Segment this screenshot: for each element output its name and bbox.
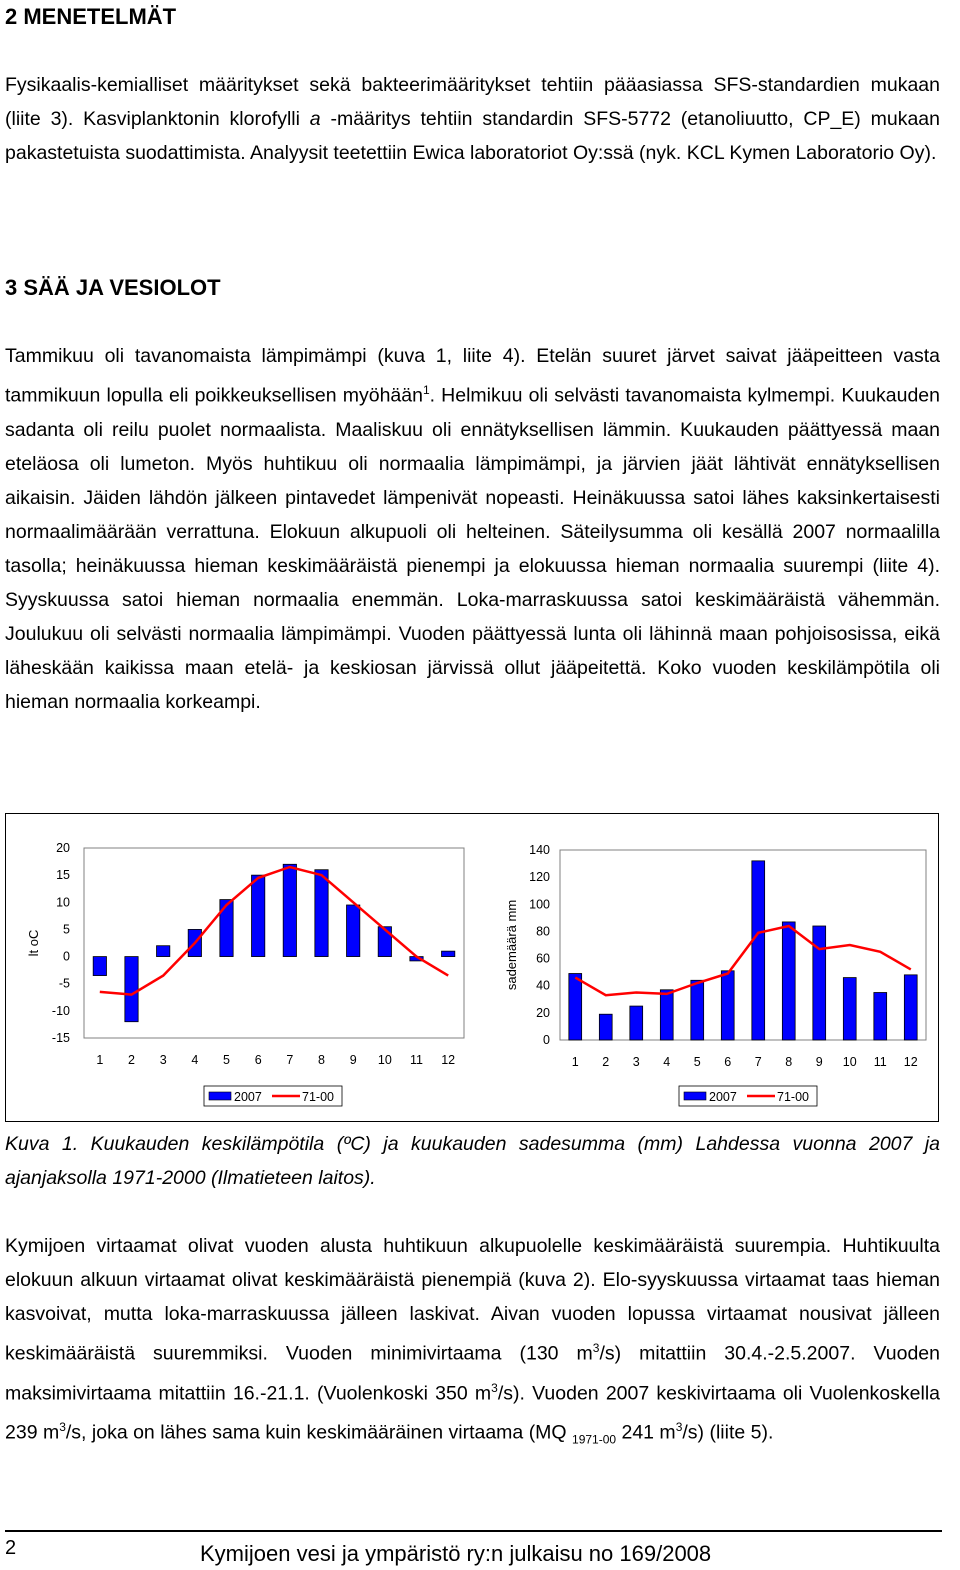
flow-sub: 1971-00 (572, 1432, 617, 1447)
x-tick-label: 7 (286, 1053, 294, 1067)
bar-6 (252, 875, 265, 956)
weather-paragraph (5, 339, 940, 719)
x-tick-label: 10 (842, 1055, 857, 1069)
x-tick-label: 3 (632, 1055, 640, 1069)
bar-1 (569, 974, 582, 1041)
bar-10 (843, 978, 856, 1040)
x-tick-label: 9 (349, 1053, 357, 1067)
y-tick-label: -15 (51, 1031, 70, 1045)
flow-text-3: /s). Vuoden 2007 keskivirtaama oli Vuolenkoskella 239 m (5, 1382, 940, 1444)
x-tick-label: 12 (441, 1053, 456, 1067)
x-tick-label: 4 (191, 1053, 199, 1067)
x-tick-label: 10 (377, 1053, 392, 1067)
flow-text-4: /s, joka on lähes sama kuin keskimääräinen virtaama (MQ (65, 1421, 573, 1444)
x-tick-label: 9 (815, 1055, 823, 1069)
methods-italic-a: a (309, 108, 321, 130)
plot-area-1 (84, 848, 464, 1038)
bar-8 (782, 922, 795, 1040)
bar-3 (157, 946, 170, 957)
flow-paragraph (5, 1229, 940, 1456)
footnote-marker: 1 (422, 383, 430, 397)
flow-sup-2: 3 (491, 1380, 498, 1395)
bar-9 (813, 926, 826, 1040)
bar-4 (660, 990, 673, 1040)
x-tick-label: 6 (724, 1055, 732, 1069)
bar-2 (599, 1014, 612, 1040)
bar-1 (93, 957, 106, 976)
methods-text-1: Fysikaalis-kemialliset määritykset sekä bakteerimääritykset tehtiin pääasiassa SFS-standardien mukaan (liite 3). Kasviplanktonin klorofylli (5, 74, 940, 130)
bar-10 (378, 927, 391, 957)
bar-11 (874, 993, 887, 1041)
y-tick-label: 60 (536, 951, 550, 966)
x-tick-label: 11 (873, 1055, 887, 1069)
flow-text-2: /s) mitattiin 30.4.-2.5.2007. Vuoden maksimivirtaama mitattiin 16.-21.1. (Vuolenkoski 350 m (5, 1342, 940, 1404)
bar-7 (283, 864, 296, 956)
x-tick-label: 5 (693, 1055, 701, 1069)
legend-label-71-00: 71-00 (302, 1090, 334, 1104)
y-tick-label: 15 (56, 868, 70, 883)
x-tick-label: 2 (128, 1053, 135, 1067)
x-tick-label: 6 (254, 1053, 262, 1067)
y-tick-label: -5 (58, 976, 70, 991)
x-tick-label: 5 (223, 1053, 230, 1067)
x-tick-label: 7 (754, 1055, 762, 1069)
flow-text-1: Kymijoen virtaamat olivat vuoden alusta huhtikuun alkupuolelle keskimääräistä suurempia. Huhtikuulta elokuun alkuun virtaamat olivat keskimääräistä pienempiä (kuva 2). Elo-syyskuussa virtaamat taas hieman kasvoivat, mutta loka-marraskuussa jälleen laskivat. Aivan vuoden lopussa virtaamat nousivat jälleen keskimääräistä suuremmiksi. Vuoden minimivirtaama (130 m (5, 1235, 940, 1365)
publication-title: Kymijoen vesi ja ympäristö ry:n julkaisu no 169/2008 (200, 1541, 712, 1566)
bar-6 (721, 971, 734, 1040)
x-tick-label: 1 (96, 1053, 104, 1067)
bar-9 (347, 905, 360, 957)
flow-text-6: /s) (liite 5). (682, 1421, 774, 1444)
legend-swatch-bar (684, 1092, 706, 1100)
legend-label-2007: 2007 (709, 1090, 737, 1104)
flow-sup-3: 3 (59, 1420, 66, 1434)
bar-8 (315, 870, 328, 957)
x-tick-label: 4 (663, 1055, 671, 1069)
bar-12 (904, 975, 917, 1040)
x-tick-label: 3 (159, 1053, 167, 1067)
bar-2 (125, 957, 138, 1022)
section-heading-weather: 3 SÄÄ JA VESIOLOT (5, 275, 221, 300)
x-tick-label: 12 (903, 1055, 918, 1069)
x-tick-label: 1 (571, 1055, 579, 1069)
bar-7 (752, 861, 765, 1040)
y-tick-label: 80 (536, 924, 550, 939)
y-tick-label: 100 (529, 897, 550, 912)
footer-rule (5, 1530, 942, 1532)
page-number: 2 (5, 1537, 17, 1559)
flow-text-5: 241 m (616, 1421, 676, 1444)
charts-svg (6, 814, 938, 1121)
figure-frame (5, 813, 939, 1122)
bar-3 (630, 1006, 643, 1040)
y-tick-label: 10 (56, 895, 70, 910)
methods-text-2: -määritys tehtiin standardin SFS-5772 (etanoliuutto, CP_E) mukaan pakastetuista suodattimista. Analyysit teetettiin Ewica laboratoriot Oy:ssä (nyk. KCL Kymen Laboratorio Oy). (5, 108, 940, 164)
figure-caption: Kuva 1. Kuukauden keskilämpötila (ºC) ja kuukauden sadesumma (mm) Lahdessa vuonna 2007 ja ajanjaksolla 1971-2000 (Ilmatieteen laitos). (5, 1133, 940, 1189)
weather-text-1: Tammikuu oli tavanomaista lämpimämpi (kuva 1, liite 4). Etelän suuret järvet saivat jääpeitteen vasta tammikuun lopulla eli poikkeuksellisen myöhään (5, 345, 940, 407)
y-tick-label: 140 (529, 843, 550, 857)
weather-text-2: . Helmikuu oli selvästi tavanomaista kylmempi. Kuukauden sadanta oli reilu puolet normaalista. Maaliskuu oli ennätyksellisen lämmin. Kuukauden päättyessä maan eteläosa oli lumeton. Myös huhtikuu oli normaalia lämpimämpi, ja järvien jäät lähtivät ennätyksellisen aikaisin. Jäiden lähdön jälkeen pintavedet lämpenivät nopeasti. Heinäkuussa satoi lähes kaksinkertaisesti normaalimäärään verrattuna. Elokuun alkupuoli oli helteinen. Säteilysumma oli kesällä 2007 normaalilla tasolla; heinäkuussa hieman keskimääräistä pienempi ja elokuussa hieman normaalia suurempi (liite 4). Syyskuussa satoi hieman normaalia enemmän. Loka-marraskuussa satoi keskimääräistä vähemmän. Joulukuu oli selvästi normaalia lämpimämpi. Vuoden päättyessä lunta oli lähinnä maan pohjoisosissa, eikä läheskään kaikissa maan etelä- ja keskiosan järvissä ollut jääpeitettä. Koko vuoden keskilämpötila oli hieman normaalia korkeampi. (5, 384, 940, 713)
section-heading-methods: 2 MENETELMÄT (5, 4, 177, 29)
y-tick-label: 20 (56, 841, 70, 855)
y-tick-label: -10 (51, 1003, 70, 1018)
y-tick-label: 20 (536, 1005, 550, 1020)
y-tick-label: 0 (63, 949, 70, 964)
y-axis-label: sademäärä mm (504, 899, 519, 991)
flow-sup-4: 3 (675, 1420, 683, 1434)
legend-swatch-bar (209, 1092, 231, 1100)
x-tick-label: 2 (602, 1055, 610, 1069)
y-tick-label: 40 (536, 978, 550, 993)
bar-5 (220, 900, 233, 957)
x-tick-label: 8 (785, 1055, 793, 1069)
plot-area-2 (560, 850, 926, 1040)
y-tick-label: 120 (529, 870, 550, 885)
y-axis-label: lt oC (26, 929, 41, 957)
bar-5 (691, 980, 704, 1040)
flow-sup-1: 3 (592, 1341, 600, 1355)
y-tick-label: 0 (543, 1033, 550, 1047)
legend-label-2007: 2007 (234, 1090, 262, 1104)
x-tick-label: 8 (318, 1053, 325, 1067)
bar-12 (442, 951, 455, 956)
methods-paragraph (5, 68, 940, 170)
x-tick-label: 11 (410, 1053, 423, 1067)
legend-label-71-00: 71-00 (777, 1090, 809, 1104)
y-tick-label: 5 (63, 922, 70, 937)
